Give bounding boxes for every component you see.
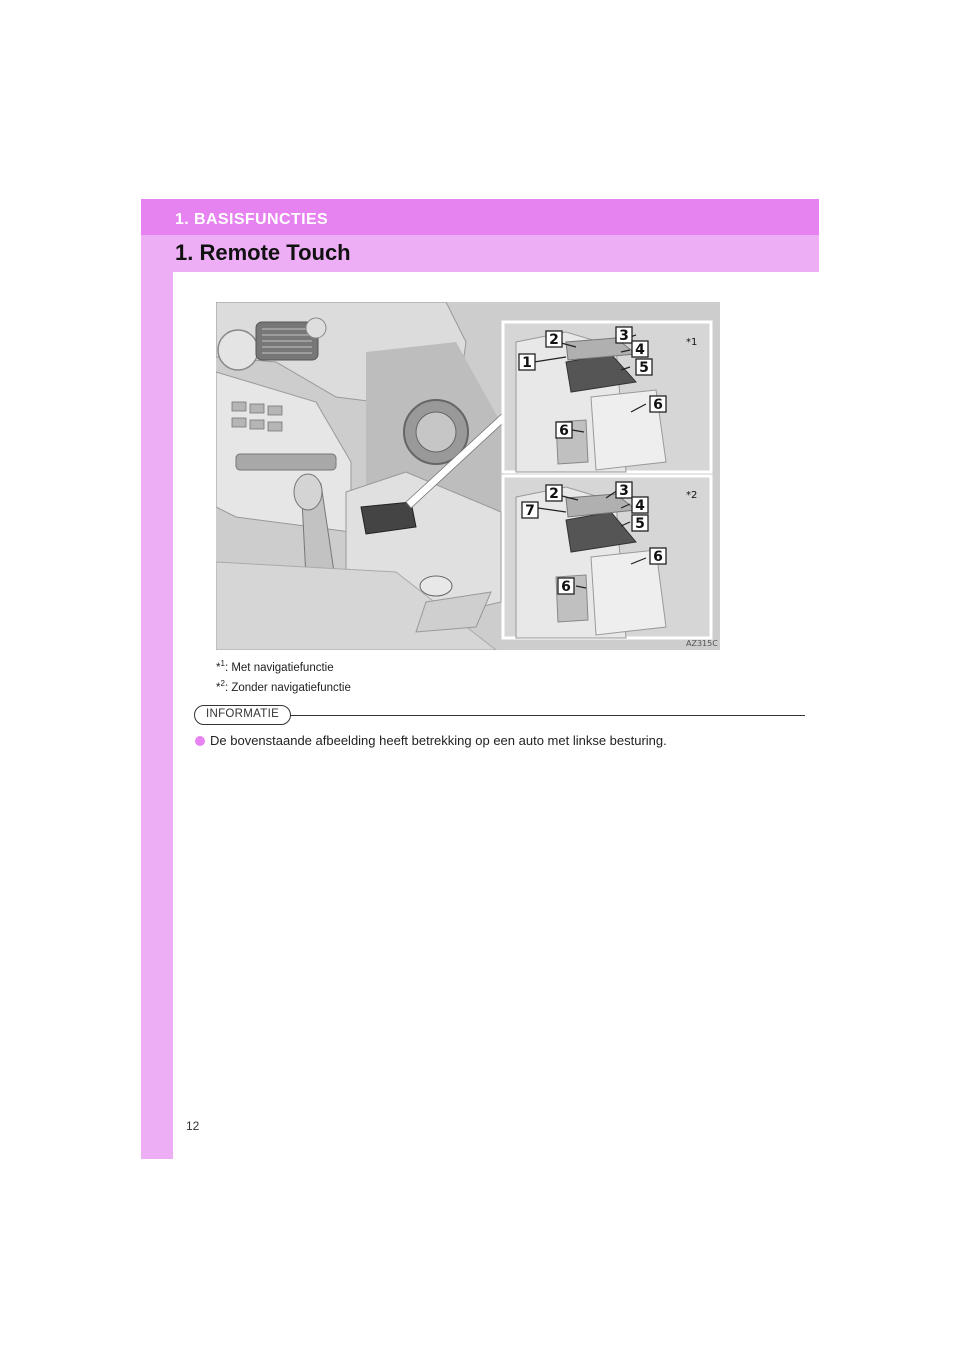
callout-label: 7	[525, 503, 535, 519]
info-label: INFORMATIE	[194, 705, 291, 725]
callout-label: 4	[635, 342, 645, 358]
callout-label: 5	[635, 516, 645, 532]
callout-label: 2	[549, 332, 559, 348]
callout-label: 6	[653, 397, 663, 413]
callout-label: 6	[653, 549, 663, 565]
bullet-dot-icon	[195, 736, 205, 746]
callout-label: 6	[559, 423, 569, 439]
inset-marker-1: *1	[686, 337, 698, 348]
info-bullet	[195, 733, 667, 748]
section-label: 1. BASISFUNCTIES	[175, 211, 329, 228]
footnotes	[216, 656, 351, 696]
callout-label: 5	[639, 360, 649, 376]
page-title: 1. Remote Touch	[175, 240, 351, 265]
inset-marker-2: *2	[686, 490, 698, 501]
info-bullet-text: De bovenstaande afbeelding heeft betrekking op een auto met linkse besturing.	[210, 733, 667, 748]
callout-label: 1	[522, 355, 532, 371]
info-divider	[203, 715, 805, 716]
side-color-bar	[141, 199, 173, 1159]
callout-label: 3	[619, 483, 629, 499]
callout-label: 4	[635, 498, 645, 514]
remote-touch-illustration	[216, 302, 720, 650]
page-number: 12	[186, 1119, 200, 1133]
callout-label: 2	[549, 486, 559, 502]
callout-label: 6	[561, 579, 571, 595]
callout-label: 3	[619, 328, 629, 344]
footnote-1: *$^1$: Met navigatiefunctie	[216, 659, 334, 674]
footnote-2: *$^2$: Zonder navigatiefunctie	[216, 678, 351, 694]
figure-code: AZ315C	[686, 639, 718, 648]
